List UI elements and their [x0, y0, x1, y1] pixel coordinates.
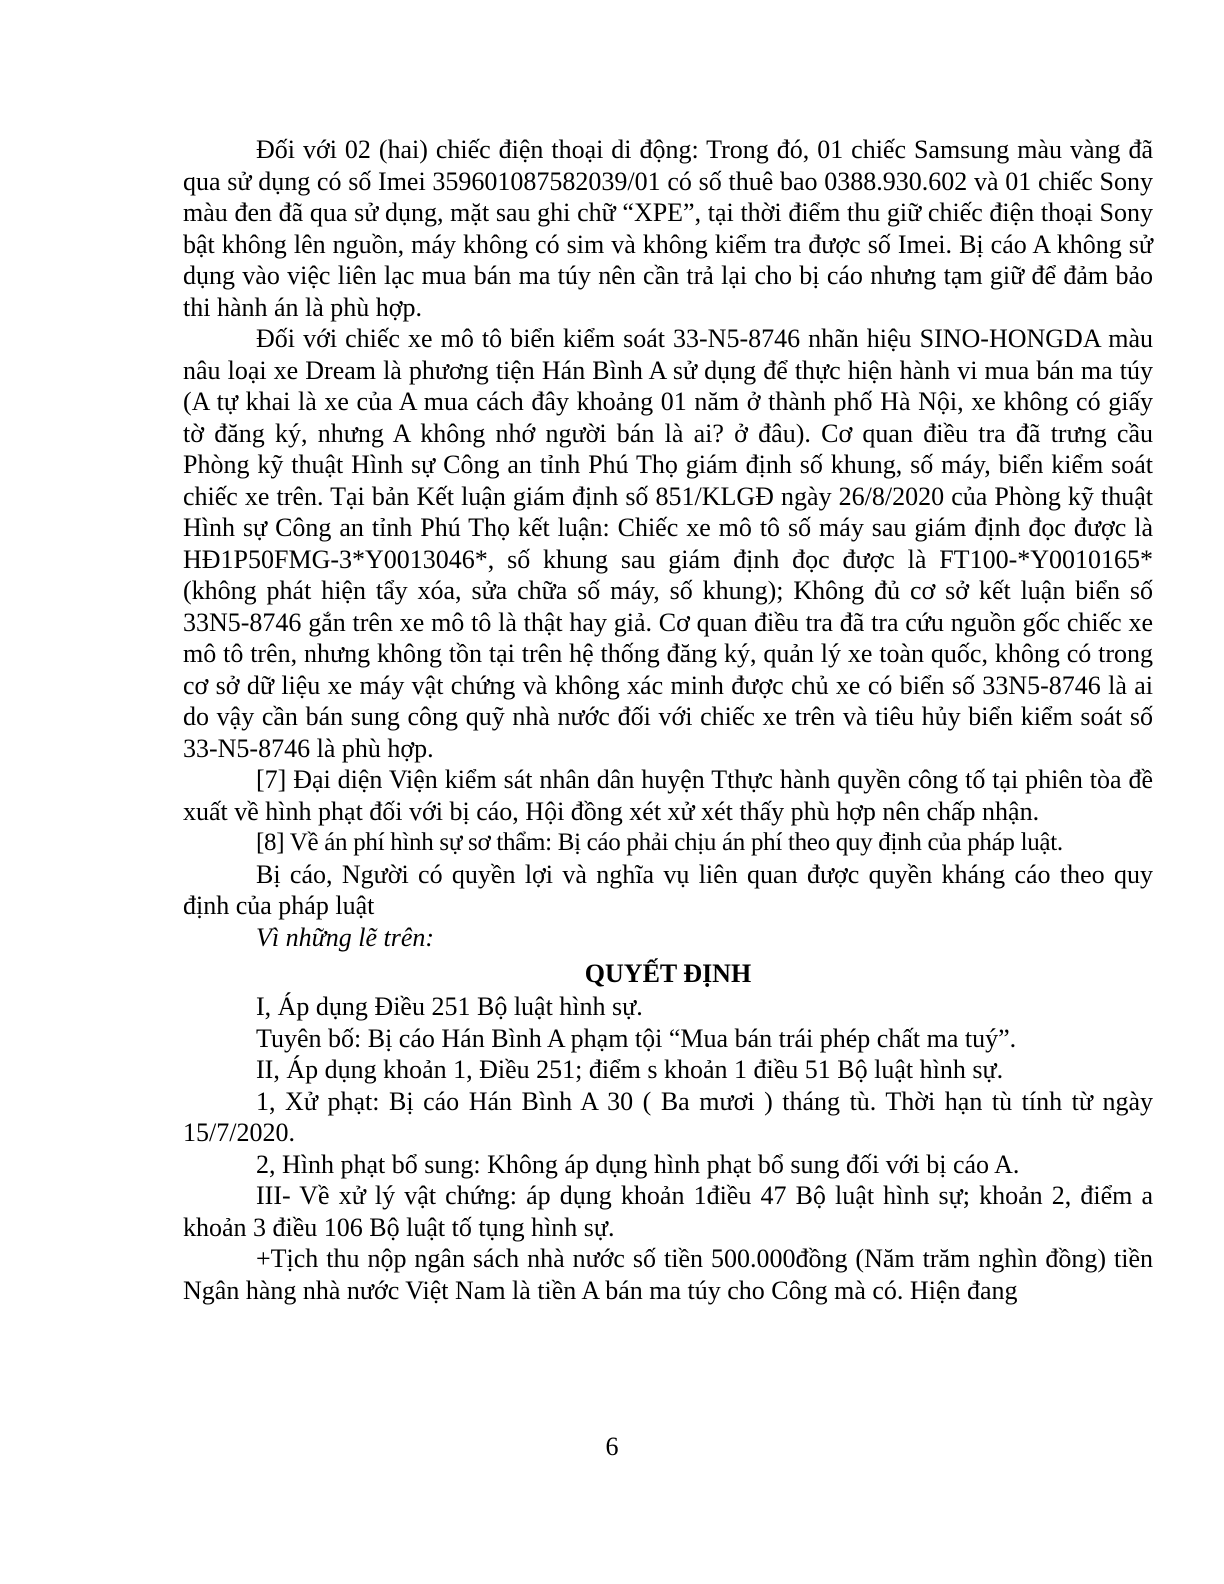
- decision-item-additional-penalty: 2, Hình phạt bổ sung: Không áp dụng hình phạt bổ sung đối với bị cáo A.: [256, 1149, 1020, 1179]
- paragraph-prosecutor: [7] Đại diện Viện kiểm sát nhân dân huyện Tthực hành quyền công tố tại phiên tòa đề xuất về hình phạt đối với bị cáo, Hội đồng xét xử xét thấy phù hợp nên chấp nhận.: [183, 765, 1153, 826]
- document-page: [183, 134, 1153, 1306]
- page-number: 6: [605, 1432, 619, 1461]
- decision-item-confiscation: +Tịch thu nộp ngân sách nhà nước số tiền 500.000đồng (Năm trăm nghìn đồng) tiền Ngân hàng nhà nước Việt Nam là tiền A bán ma túy cho Công mà có. Hiện đang: [183, 1244, 1153, 1305]
- decision-heading: QUYẾT ĐỊNH: [584, 959, 752, 988]
- paragraph-phones: Đối với 02 (hai) chiếc điện thoại di động: Trong đó, 01 chiếc Samsung màu vàng đã qua sử dụng có số Imei 359601087582039/01 có số thuê bao 0388.930.602 và 01 chiếc Sony màu đen đã qua sử dụng, mặt sau ghi chữ “XPE”, tại thời điểm thu giữ chiếc điện thoại Sony bật không lên nguồn, máy không có sim và không kiểm tra được số Imei. Bị cáo A không sử dụng vào việc liên lạc mua bán ma túy nên cần trả lại cho bị cáo nhưng tạm giữ để đảm bảo thi hành án là phù hợp.: [183, 135, 1153, 322]
- paragraph-motorbike: Đối với chiếc xe mô tô biển kiểm soát 33-N5-8746 nhãn hiệu SINO-HONGDA màu nâu loại xe Dream là phương tiện Hán Bình A sử dụng để thực hiện hành vi mua bán ma túy (A tự khai là xe của A mua cách đây khoảng 01 năm ở thành phố Hà Nội, xe không có giấy tờ đăng ký, nhưng A không nhớ người bán là ai? ở đâu). Cơ quan điều tra đã trưng cầu Phòng kỹ thuật Hình sự Công an tỉnh Phú Thọ giám định số khung, số máy, biển kiểm soát chiếc xe trên. Tại bản Kết luận giám định số 851/KLGĐ ngày 26/8/2020 của Phòng kỹ thuật Hình sự Công an tỉnh Phú Thọ kết luận: Chiếc xe mô tô số máy sau giám định đọc được là HĐ1P50FMG-3*Y0013046*, số khung sau giám định đọc được là FT100-*Y0010165* (không phát hiện tẩy xóa, sửa chữa số máy, số khung); Không đủ cơ sở kết luận biển số 33N5-8746 gắn trên xe mô tô là thật hay giả. Cơ quan điều tra đã tra cứu nguồn gốc chiếc xe mô tô trên, nhưng không tồn tại trên hệ thống đăng ký, quản lý xe toàn quốc, không có trong cơ sở dữ liệu xe máy vật chứng và không xác minh được chủ xe có biển số 33N5-8746 là ai do vậy cần bán sung công quỹ nhà nước đối với chiếc xe trên và tiêu hủy biển kiểm soát số 33-N5-8746 là phù hợp.: [183, 324, 1153, 763]
- decision-item-evidence: III- Về xử lý vật chứng: áp dụng khoản 1điều 47 Bộ luật hình sự; khoản 2, điểm a khoản 3 điều 106 Bộ luật tố tụng hình sự.: [183, 1181, 1153, 1242]
- paragraph-appeal-right: Bị cáo, Người có quyền lợi và nghĩa vụ liên quan được quyền kháng cáo theo quy định của pháp luật: [183, 859, 1153, 920]
- decision-item-article: I, Áp dụng Điều 251 Bộ luật hình sự.: [256, 992, 643, 1021]
- paragraph-court-fee: [8] Về án phí hình sự sơ thẩm: Bị cáo phải chịu án phí theo quy định của pháp luật.: [256, 829, 1063, 856]
- reasoning-intro: Vì những lẽ trên:: [256, 922, 435, 952]
- decision-item-verdict: Tuyên bố: Bị cáo Hán Bình A phạm tội “Mua bán trái phép chất ma tuý”.: [256, 1023, 1017, 1053]
- decision-item-sentence: 1, Xử phạt: Bị cáo Hán Bình A 30 ( Ba mươi ) tháng tù. Thời hạn tù tính từ ngày 15/7/2020.: [183, 1086, 1153, 1147]
- decision-item-applied-clauses: II, Áp dụng khoản 1, Điều 251; điểm s khoản 1 điều 51 Bộ luật hình sự.: [256, 1055, 1004, 1084]
